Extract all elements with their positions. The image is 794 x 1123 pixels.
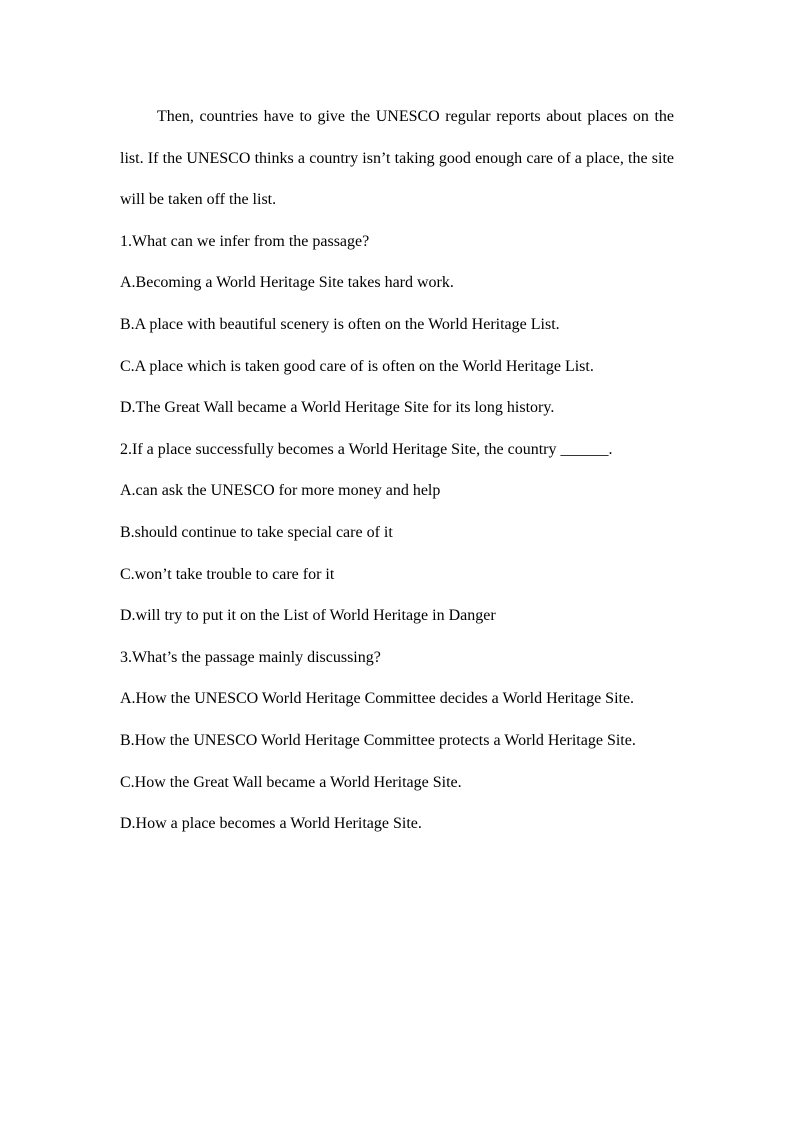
question-2-option-d: D.will try to put it on the List of World Heritage in Danger (120, 607, 496, 625)
question-3-option-a: A.How the UNESCO World Heritage Committee decides a World Heritage Site. (120, 690, 635, 708)
question-2-option-b: B.should continue to take special care of it (120, 523, 393, 541)
question-1-option-a: A.Becoming a World Heritage Site takes hard work. (120, 274, 454, 292)
question-3-option-c: C.How the Great Wall became a World Heritage Site. (120, 773, 462, 791)
question-2-option-a: A.can ask the UNESCO for more money and help (120, 482, 441, 500)
question-1-option-b: B.A place with beautiful scenery is often on the World Heritage List. (120, 315, 560, 333)
question-3-option-b: B.How the UNESCO World Heritage Committee protects a World Heritage Site. (120, 731, 636, 749)
question-3-stem: 3.What’s the passage mainly discussing? (120, 648, 381, 666)
question-1-option-c: C.A place which is taken good care of is often on the World Heritage List. (120, 357, 594, 375)
question-3 (120, 637, 674, 845)
question-1-option-d: D.The Great Wall became a World Heritage Site for its long history. (120, 399, 555, 417)
question-2 (120, 429, 674, 637)
question-2-stem: 2.If a place successfully becomes a World Heritage Site, the country ______. (120, 440, 613, 458)
question-1-stem: 1.What can we infer from the passage? (120, 232, 370, 250)
question-3-option-d: D.How a place becomes a World Heritage Site. (120, 815, 422, 833)
document-content (120, 96, 674, 845)
question-2-option-c: C.won’t take trouble to care for it (120, 565, 335, 583)
question-1 (120, 221, 674, 429)
passage-paragraph: Then, countries have to give the UNESCO regular reports about places on the list. If the UNESCO thinks a country isn’t taking good enough care of a place, the site will be taken off the list. (120, 108, 674, 209)
